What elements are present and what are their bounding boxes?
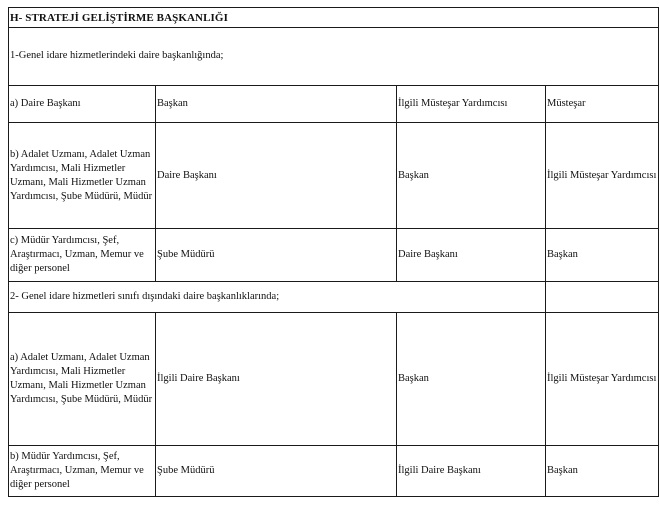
section-1-heading-row <box>9 28 659 86</box>
first-superior-cell: Daire Başkanı <box>156 123 397 229</box>
first-superior-cell: Şube Müdürü <box>156 446 397 497</box>
empty-cell <box>546 282 659 313</box>
first-superior-cell: Şube Müdürü <box>156 229 397 282</box>
second-superior-cell: Başkan <box>397 313 546 446</box>
second-superior-cell: İlgili Müsteşar Yardımcısı <box>397 86 546 123</box>
first-superior-cell: Başkan <box>156 86 397 123</box>
row-label: a) Daire Başkanı <box>9 86 156 123</box>
table-row <box>9 229 659 282</box>
section-2-heading-row <box>9 282 659 313</box>
section-1-heading: 1-Genel idare hizmetlerindeki daire başkanlığında; <box>9 28 659 86</box>
authority-table <box>8 7 659 497</box>
second-superior-cell: İlgili Daire Başkanı <box>397 446 546 497</box>
third-superior-cell: İlgili Müsteşar Yardımcısı <box>546 313 659 446</box>
third-superior-cell: Başkan <box>546 446 659 497</box>
table-row <box>9 313 659 446</box>
third-superior-cell: Başkan <box>546 229 659 282</box>
table-row <box>9 446 659 497</box>
second-superior-cell: Başkan <box>397 123 546 229</box>
row-label: a) Adalet Uzmanı, Adalet Uzman Yardımcısı, Mali Hizmetler Uzmanı, Mali Hizmetler Uzman Yardımcısı, Şube Müdürü, Müdür <box>9 313 156 446</box>
third-superior-cell: Müsteşar <box>546 86 659 123</box>
third-superior-cell: İlgili Müsteşar Yardımcısı <box>546 123 659 229</box>
row-label: b) Adalet Uzmanı, Adalet Uzman Yardımcısı, Mali Hizmetler Uzmanı, Mali Hizmetler Uzman Yardımcısı, Şube Müdürü, Müdür <box>9 123 156 229</box>
title-row <box>9 8 659 28</box>
table-row <box>9 123 659 229</box>
document-sheet <box>8 7 658 497</box>
document-title: H- STRATEJİ GELİŞTİRME BAŞKANLIĞI <box>9 8 659 28</box>
row-label: c) Müdür Yardımcısı, Şef, Araştırmacı, Uzman, Memur ve diğer personel <box>9 229 156 282</box>
row-label: b) Müdür Yardımcısı, Şef, Araştırmacı, Uzman, Memur ve diğer personel <box>9 446 156 497</box>
table-row <box>9 86 659 123</box>
section-2-heading: 2- Genel idare hizmetleri sınıfı dışındaki daire başkanlıklarında; <box>9 282 546 313</box>
second-superior-cell: Daire Başkanı <box>397 229 546 282</box>
first-superior-cell: İlgili Daire Başkanı <box>156 313 397 446</box>
